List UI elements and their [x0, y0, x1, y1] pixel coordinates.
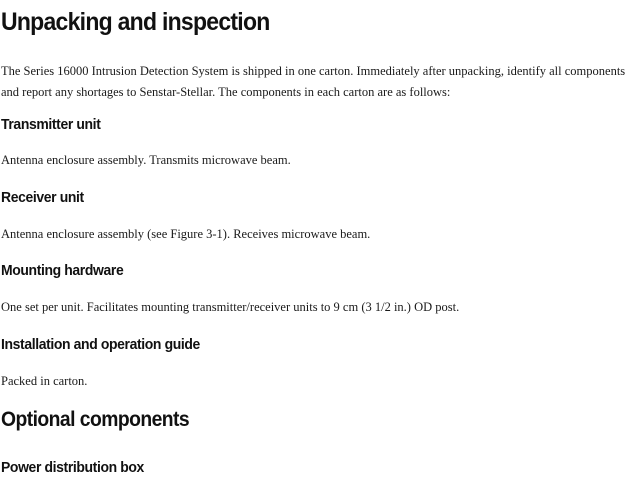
component-text-mounting: One set per unit. Facilitates mounting transmitter/receiver units to 9 cm (3 1/2 in.) OD post. — [1, 300, 460, 314]
component-text-transmitter: Antenna enclosure assembly. Transmits microwave beam. — [1, 153, 291, 167]
page-title: Unpacking and inspection — [1, 8, 270, 36]
component-heading-transmitter: Transmitter unit — [1, 116, 101, 133]
component-heading-mounting: Mounting hardware — [1, 262, 124, 279]
component-heading-power-box: Power distribution box — [1, 459, 144, 476]
component-heading-receiver: Receiver unit — [1, 189, 84, 206]
section-title-optional: Optional components — [1, 408, 190, 431]
component-text-guide: Packed in carton. — [1, 374, 88, 388]
component-text-receiver: Antenna enclosure assembly (see Figure 3-1). Receives microwave beam. — [1, 227, 371, 241]
intro-paragraph: The Series 16000 Intrusion Detection System is shipped in one carton. Immediately after unpacking, identify all components and report any shortages to Senstar-Stellar. The components in each carton are as follows: — [1, 64, 626, 99]
component-heading-guide: Installation and operation guide — [1, 336, 200, 353]
